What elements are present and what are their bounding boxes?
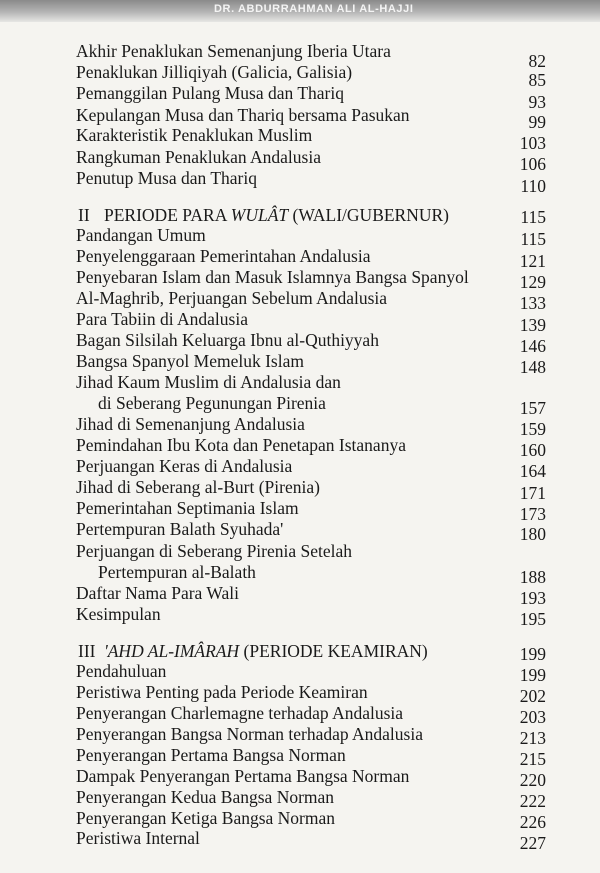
toc-entry-title: Peristiwa Internal [76,828,200,848]
toc-entry[interactable] [0,146,600,174]
toc-entry-title: Jihad Kaum Muslim di Andalusia dan [76,372,341,392]
section-title: 'AHD AL-IMÂRAH (PERIODE KEAMIRAN) [104,641,428,661]
toc-entry-title: Para Tabiin di Andalusia [76,309,248,329]
toc-entry-title: Karakteristik Penaklukan Muslim [76,125,313,145]
toc-entry-title: Penaklukan Jilliqiyah (Galicia, Galisia) [76,62,353,82]
toc-entry-page: 106 [519,154,546,174]
toc-entry-title: Peristiwa Penting pada Periode Keamiran [76,682,368,702]
toc-entry[interactable] [0,350,600,377]
toc-entry[interactable] [0,744,600,769]
toc-entry-title: Penutup Musa dan Thariq [76,168,257,188]
toc-entry-title: Penyerangan Kedua Bangsa Norman [76,787,335,807]
toc-entry-title: Perjuangan Keras di Andalusia [76,456,293,476]
toc-entry-title: Jihad di Semenanjung Andalusia [76,414,305,434]
toc-entry[interactable] [0,603,600,629]
toc-entry-title: Kepulangan Musa dan Thariq bersama Pasukan [76,105,410,125]
toc-entry[interactable] [0,660,600,685]
toc-entry[interactable] [0,723,600,748]
running-header-title: DR. ABDURRAHMAN ALI AL-HAJJI [214,3,414,15]
toc-entry-page: 173 [519,504,546,524]
toc-entry[interactable] [0,308,600,335]
toc-entry-title: Pandangan Umum [76,225,206,245]
toc-entry[interactable] [0,561,600,587]
toc-entry-page: 180 [519,524,546,544]
toc-entry-page: 188 [519,567,546,587]
toc-entry[interactable] [0,61,600,90]
toc-entry-page: 222 [519,791,546,811]
toc-entry[interactable] [0,329,600,356]
toc-entry-page: 160 [519,440,546,460]
toc-entry-page: 199 [519,665,546,685]
section-page: 115 [520,207,546,227]
toc-entry[interactable] [0,765,600,790]
toc-entry-page: 115 [520,229,546,249]
toc-entry-page: 203 [519,707,546,727]
toc-entry-title: Daftar Nama Para Wali [76,583,239,603]
toc-entry-title: Rangkuman Penaklukan Andalusia [76,147,321,167]
toc-entry-page: 103 [519,133,546,153]
toc-entry-title: Penyelenggaraan Pemerintahan Andalusia [76,246,371,266]
section-heading[interactable] [0,640,600,662]
toc-entry-page: 133 [519,293,546,313]
toc-entry-page: 195 [519,609,546,629]
toc-entry-page: 171 [519,483,546,503]
toc-entry-page: 215 [519,749,546,769]
section-title: PERIODE PARA WULÂT (WALI/GUBERNUR) [104,205,450,225]
toc-entry-title: Bagan Silsilah Keluarga Ibnu al-Quthiyyah [76,330,379,350]
toc-entry-title: Penyerangan Pertama Bangsa Norman [76,745,346,765]
toc-entry-title: Perjuangan di Seberang Pirenia Setelah [76,541,353,561]
toc-entry-title: Bangsa Spanyol Memeluk Islam [76,351,304,371]
running-header-band [0,0,600,22]
toc-entry[interactable] [0,702,600,727]
toc-entry-page: 146 [519,336,546,356]
section-heading[interactable] [0,204,600,226]
toc-entry[interactable] [0,518,600,544]
toc-entry[interactable] [0,786,600,811]
section-number: II [78,205,90,225]
toc-entry-page: 139 [519,315,546,335]
toc-entry[interactable] [0,681,600,706]
toc-entry[interactable] [0,266,600,292]
toc-entry-page: 82 [528,51,546,71]
section-page: 199 [519,644,546,664]
toc-entry-title: Pertempuran al-Balath [98,562,256,582]
toc-entry[interactable] [0,434,600,460]
toc-entry-title: Pertempuran Balath Syuhada' [76,519,284,539]
toc-entry-page: 213 [519,728,546,748]
toc-entry[interactable] [0,245,600,271]
toc-entry-title: Al-Maghrib, Perjuangan Sebelum Andalusia [76,288,388,308]
toc-entry-title: Pendahuluan [76,661,167,681]
toc-entry[interactable] [0,40,600,71]
toc-entry-title: Pemindahan Ibu Kota dan Penetapan Istananya [76,435,406,455]
toc-entry-page: 226 [519,812,546,832]
toc-entry-title: Dampak Penyerangan Pertama Bangsa Norman [76,766,410,786]
toc-entry[interactable] [0,413,600,439]
toc-entry[interactable] [0,582,600,608]
toc-entry-title: Pemerintahan Septimania Islam [76,498,299,518]
toc-entry-title: Jihad di Seberang al-Burt (Pirenia) [76,477,320,497]
toc-entry[interactable] [0,287,600,313]
toc-entry[interactable] [0,167,600,196]
toc-entry[interactable] [0,497,600,524]
toc-entry[interactable] [0,827,600,853]
toc-entry-title: Penyerangan Charlemagne terhadap Andalusia [76,703,404,723]
toc-entry-page: 85 [528,70,546,90]
toc-entry-page: 148 [519,357,546,377]
toc-entry-page: 164 [519,461,546,481]
toc-entry[interactable] [0,124,600,153]
toc-entry[interactable] [0,371,600,393]
toc-entry[interactable] [0,476,600,503]
toc-entry-page: 202 [519,686,546,706]
toc-entry-page: 121 [519,251,546,271]
toc-entry-page: 129 [519,272,546,292]
toc-entry[interactable] [0,392,600,418]
toc-entry-title: Penyerangan Ketiga Bangsa Norman [76,808,336,828]
toc-entry-title: di Seberang Pegunungan Pirenia [98,393,326,413]
toc-entry-page: 227 [519,833,546,853]
toc-entry-page: 110 [520,176,546,196]
toc-entry-page: 193 [519,588,546,608]
section-number: III [78,641,96,661]
toc-entry-title: Penyerangan Bangsa Norman terhadap Andalusia [76,724,423,744]
toc-entry-page: 157 [519,398,546,418]
toc-entry-page: 93 [528,92,546,112]
toc-entry[interactable] [0,104,600,132]
toc-entry-title: Kesimpulan [76,604,161,624]
toc-entry[interactable] [0,224,600,249]
toc-entry[interactable] [0,540,600,562]
toc-entry[interactable] [0,455,600,481]
toc-entry-title: Akhir Penaklukan Semenanjung Iberia Utara [76,41,391,61]
toc-entry-page: 159 [519,419,546,439]
toc-entry-page: 99 [528,112,546,132]
toc-entry-title: Pemanggilan Pulang Musa dan Thariq [76,83,344,103]
toc-entry[interactable] [0,807,600,832]
toc-entry-page: 220 [519,770,546,790]
toc-entry[interactable] [0,82,600,112]
toc-entry-title: Penyebaran Islam dan Masuk Islamnya Bangsa Spanyol [76,267,469,287]
